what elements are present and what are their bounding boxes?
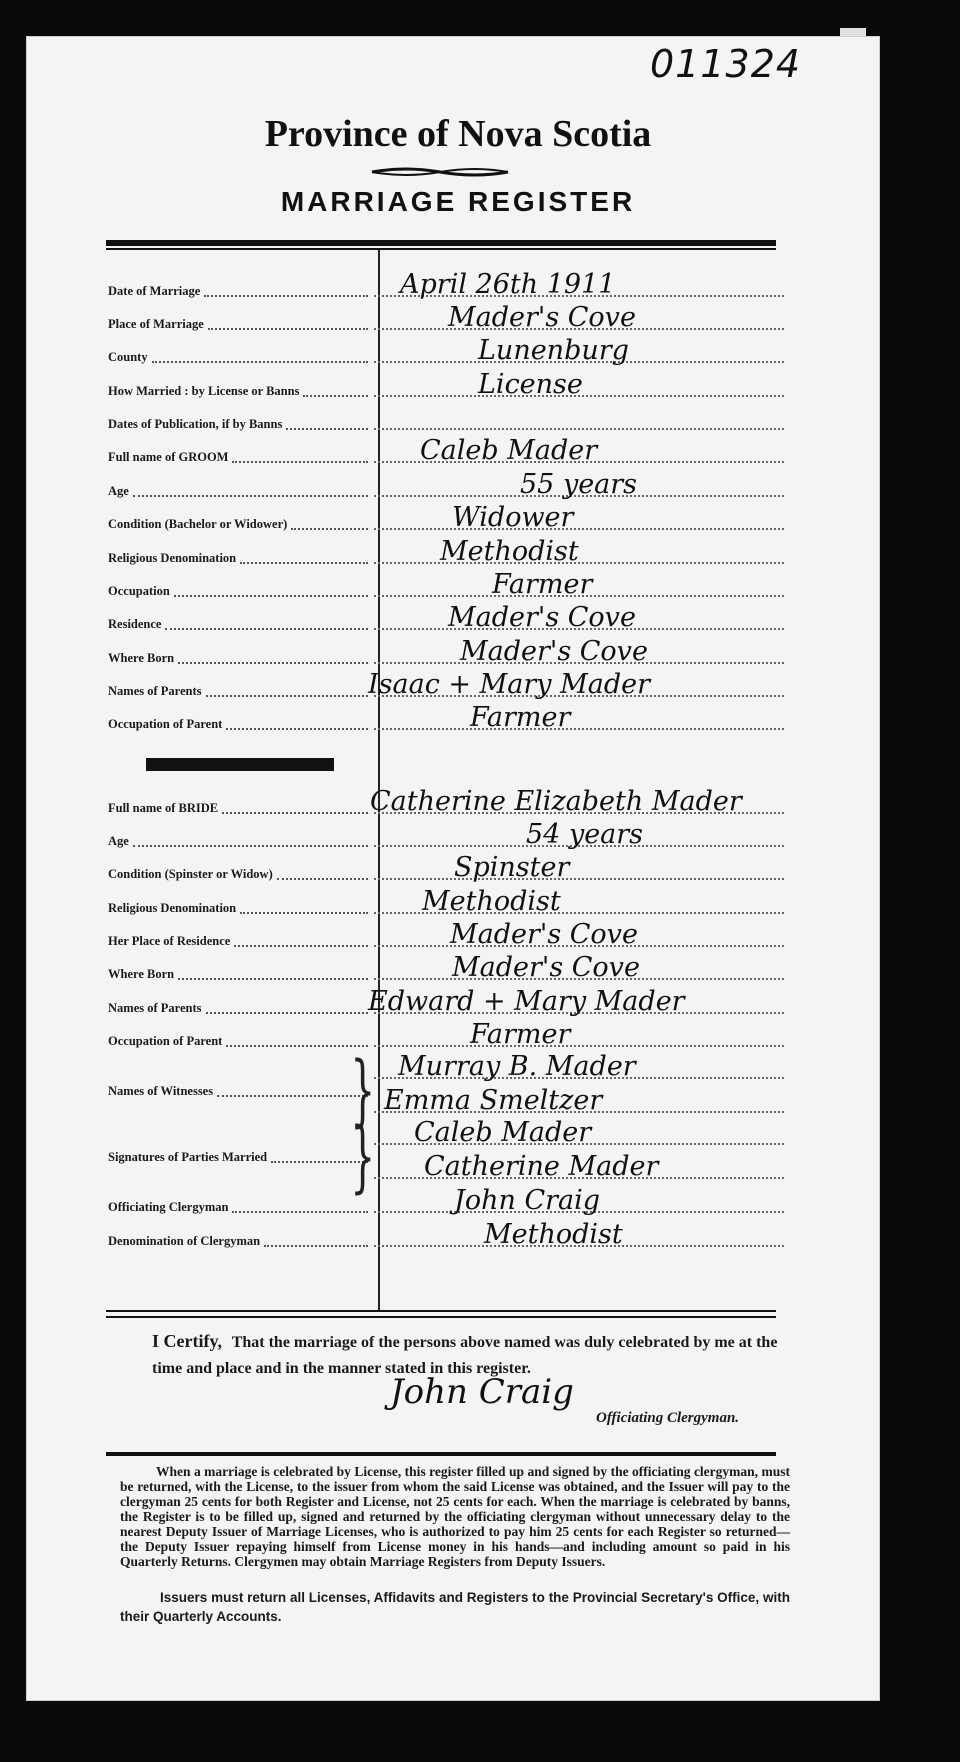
field-row-16 <box>106 853 796 886</box>
groom-bride-separator <box>146 758 334 771</box>
certify-lead: I Certify, <box>152 1331 222 1351</box>
label-leader <box>232 461 368 463</box>
field-value: Mader's Cove <box>448 602 636 633</box>
witnesses-label: Names of Witnesses <box>108 1084 214 1098</box>
field-value: Farmer <box>470 702 571 733</box>
instructions-text: When a marriage is celebrated by License, this register filled up and signed by the officiating clergyman, must be returned, with the License, to the issuer from whom the said License was obtained, and the Issuer will pay to the clergyman 25 cents for both Register and License, not 25 cents for each. When the marriage is celebrated by banns, the Register is to be filled up, signed and returned by the officiating clergyman without unnecessary delay to the nearest Deputy Issuer of Marriage Licenses, who is authorized to pay him 25 cents for each Register so returned—the Deputy Issuer repaying himself from License money in his hands—and including amount so paid in his Quarterly Returns. Clergymen may obtain Marriage Registers from Deputy Issuers. <box>120 1464 790 1569</box>
entry-line <box>374 878 784 880</box>
field-label: Dates of Publication, if by Banns <box>108 417 283 431</box>
label-leader <box>208 328 368 330</box>
field-value: Murray B. Mader <box>398 1051 636 1082</box>
field-row-19 <box>106 953 796 986</box>
footer-rule <box>106 1310 776 1312</box>
label-leader <box>226 728 368 730</box>
field-row-2 <box>106 336 796 369</box>
field-label: Occupation <box>108 584 170 598</box>
field-row-8 <box>106 537 796 570</box>
field-label: Denomination of Clergyman <box>108 1234 261 1248</box>
label-leader <box>206 695 368 697</box>
label-leader <box>226 1045 368 1047</box>
field-row-15 <box>106 820 796 853</box>
clergy-signature-caption: Officiating Clergyman. <box>596 1410 740 1426</box>
issuer-notice: Issuers must return all Licenses, Affidavits and Registers to the Provincial Secretary's Office, with their Quarterly Accounts. <box>120 1590 790 1624</box>
field-value: Edward + Mary Mader <box>368 986 685 1017</box>
field-label: Officiating Clergyman <box>108 1200 229 1214</box>
field-value: Catherine Elizabeth Mader <box>370 786 742 817</box>
field-value: Methodist <box>422 886 561 917</box>
field-row-6 <box>106 470 796 503</box>
label-leader <box>133 845 368 847</box>
field-row-5 <box>106 436 796 469</box>
field-value: 54 years <box>526 819 644 850</box>
field-label: Where Born <box>108 967 175 981</box>
label-leader <box>232 1211 368 1213</box>
field-row-9 <box>106 570 796 603</box>
field-value: Mader's Cove <box>452 952 640 983</box>
form-number: 011324 <box>650 42 802 86</box>
label-leader <box>165 628 368 630</box>
entry-line <box>374 1045 784 1047</box>
field-row-14 <box>106 787 796 820</box>
field-label: Her Place of Residence <box>108 934 231 948</box>
clergy-signature: John Craig <box>390 1372 574 1412</box>
field-row-3 <box>106 370 796 403</box>
entry-line <box>374 562 784 564</box>
field-value: Isaac + Mary Mader <box>368 669 651 700</box>
label-leader <box>178 662 368 664</box>
field-label: County <box>108 350 148 364</box>
field-value: Lunenburg <box>478 335 629 366</box>
field-label: Names of Parents <box>108 684 202 698</box>
label-leader <box>178 978 368 980</box>
field-value: Mader's Cove <box>448 302 636 333</box>
label-leader <box>264 1245 368 1247</box>
field-label: Names of Parents <box>108 1001 202 1015</box>
field-label: Date of Marriage <box>108 284 201 298</box>
label-leader <box>204 295 368 297</box>
field-label: Full name of BRIDE <box>108 801 219 815</box>
header-rule <box>106 240 776 246</box>
certify-body: That the marriage of the persons above named was duly celebrated by me at the time and place and in the manner stated in this register. <box>152 1334 778 1377</box>
header-rule-thin <box>106 248 776 250</box>
parties-label-row <box>106 1136 796 1169</box>
label-leader <box>133 495 368 497</box>
field-row-10 <box>106 603 796 636</box>
entry-line <box>374 728 784 730</box>
register-title: MARRIAGE REGISTER <box>280 186 636 217</box>
field-label: Place of Marriage <box>108 317 204 331</box>
field-value: 55 years <box>520 469 638 500</box>
field-value: April 26th 1911 <box>400 269 616 300</box>
field-row-1 <box>106 303 796 336</box>
province-heading: Province of Nova Scotia <box>264 113 652 155</box>
field-row-4 <box>106 403 796 436</box>
field-row-20 <box>106 987 796 1020</box>
field-value: Methodist <box>440 536 579 567</box>
field-value: Emma Smeltzer <box>384 1085 603 1116</box>
field-value: Methodist <box>484 1219 623 1250</box>
field-value: Caleb Mader <box>414 1117 592 1148</box>
field-value: Caleb Mader <box>420 435 598 466</box>
title-ornament <box>370 166 510 178</box>
entry-line <box>374 528 784 530</box>
label-leader <box>152 361 368 363</box>
parties-label: Signatures of Parties Married <box>108 1150 268 1164</box>
field-value: Catherine Mader <box>424 1151 659 1182</box>
label-leader <box>174 595 368 597</box>
field-row-11 <box>106 637 796 670</box>
field-label: Where Born <box>108 651 175 665</box>
field-label: Residence <box>108 617 162 631</box>
field-value: Farmer <box>492 569 593 600</box>
field-label: Age <box>108 834 129 848</box>
label-leader <box>234 945 368 947</box>
field-label: Age <box>108 484 129 498</box>
field-label: Religious Denomination <box>108 901 237 915</box>
label-leader <box>206 1012 368 1014</box>
label-leader <box>240 562 368 564</box>
field-value: Mader's Cove <box>460 636 648 667</box>
field-row-18 <box>106 920 796 953</box>
field-label: Full name of GROOM <box>108 450 229 464</box>
instructions-rule <box>106 1452 776 1456</box>
field-value: Spinster <box>454 852 570 883</box>
parties-brace: } <box>350 1112 376 1202</box>
clergy-row-0 <box>106 1186 796 1219</box>
clergy-row-1 <box>106 1220 796 1253</box>
field-value: John Craig <box>454 1185 601 1216</box>
field-label: How Married : by License or Banns <box>108 384 300 398</box>
footer-rule-thin <box>106 1316 776 1318</box>
field-label: Occupation of Parent <box>108 1034 223 1048</box>
field-label: Religious Denomination <box>108 551 237 565</box>
field-value: License <box>478 369 583 400</box>
entry-line <box>374 428 784 430</box>
field-label: Occupation of Parent <box>108 717 223 731</box>
label-leader <box>291 528 368 530</box>
label-leader <box>286 428 368 430</box>
field-value: Widower <box>452 502 574 533</box>
field-label: Condition (Spinster or Widow) <box>108 867 273 881</box>
field-row-13 <box>106 703 796 736</box>
field-label: Condition (Bachelor or Widower) <box>108 517 288 531</box>
field-value: Farmer <box>470 1019 571 1050</box>
field-value: Mader's Cove <box>450 919 638 950</box>
label-leader <box>222 812 368 814</box>
label-leader <box>277 878 368 880</box>
witnesses-brace: } <box>350 1046 376 1136</box>
field-row-7 <box>106 503 796 536</box>
field-row-0 <box>106 270 796 303</box>
field-row-17 <box>106 887 796 920</box>
field-row-12 <box>106 670 796 703</box>
label-leader <box>303 395 368 397</box>
field-row-21 <box>106 1020 796 1053</box>
witnesses-label-row <box>106 1070 796 1103</box>
label-leader <box>217 1095 368 1097</box>
label-leader <box>240 912 368 914</box>
